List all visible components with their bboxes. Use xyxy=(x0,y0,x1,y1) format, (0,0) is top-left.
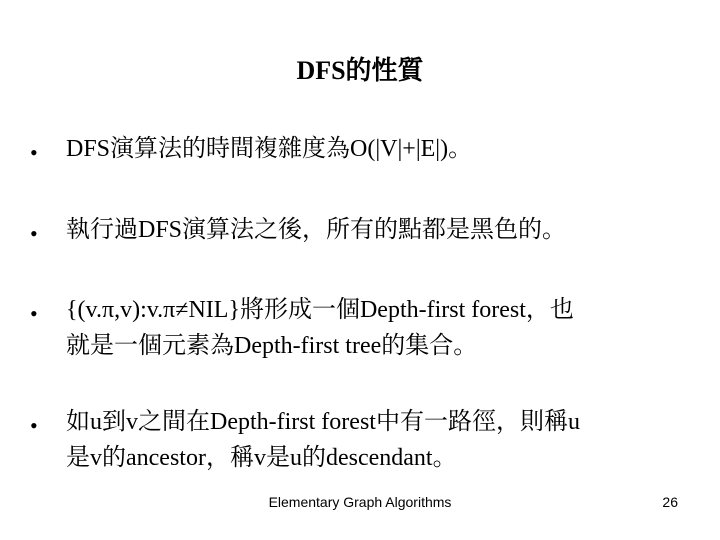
bullet-text xyxy=(66,404,580,476)
bullet-item xyxy=(30,404,690,476)
bullet-item xyxy=(30,292,690,364)
bullet-line: 是v的ancestor，稱v是u的descendant。 xyxy=(66,445,457,471)
page-number: 26 xyxy=(662,494,678,510)
bullet-text xyxy=(66,131,472,175)
bullet-line: DFS演算法的時間複雜度為O(|V|+|E|)。 xyxy=(66,136,473,162)
slide-title: DFS的性質 xyxy=(296,56,424,85)
bullet-line: {(v.π,v):v.π≠NIL}將形成一個Depth-first forest，也 xyxy=(66,297,574,323)
bullet-text xyxy=(66,292,574,364)
bullet-symbol: • xyxy=(30,301,38,326)
bullet-symbol: • xyxy=(30,140,38,165)
bullet-line: 執行過DFS演算法之後，所有的點都是黑色的。 xyxy=(66,217,567,243)
bullet-item xyxy=(30,212,690,256)
bullet-symbol: • xyxy=(30,221,38,246)
bullet-text xyxy=(66,212,566,256)
bullet-line: 如u到v之間在Depth-first forest中有一路徑，則稱u xyxy=(66,409,580,435)
footer-title: Elementary Graph Algorithms xyxy=(268,494,452,510)
bullet-item xyxy=(30,131,690,175)
bullet-line: 就是一個元素為Depth-first tree的集合。 xyxy=(66,333,478,359)
bullet-symbol: • xyxy=(30,413,38,438)
